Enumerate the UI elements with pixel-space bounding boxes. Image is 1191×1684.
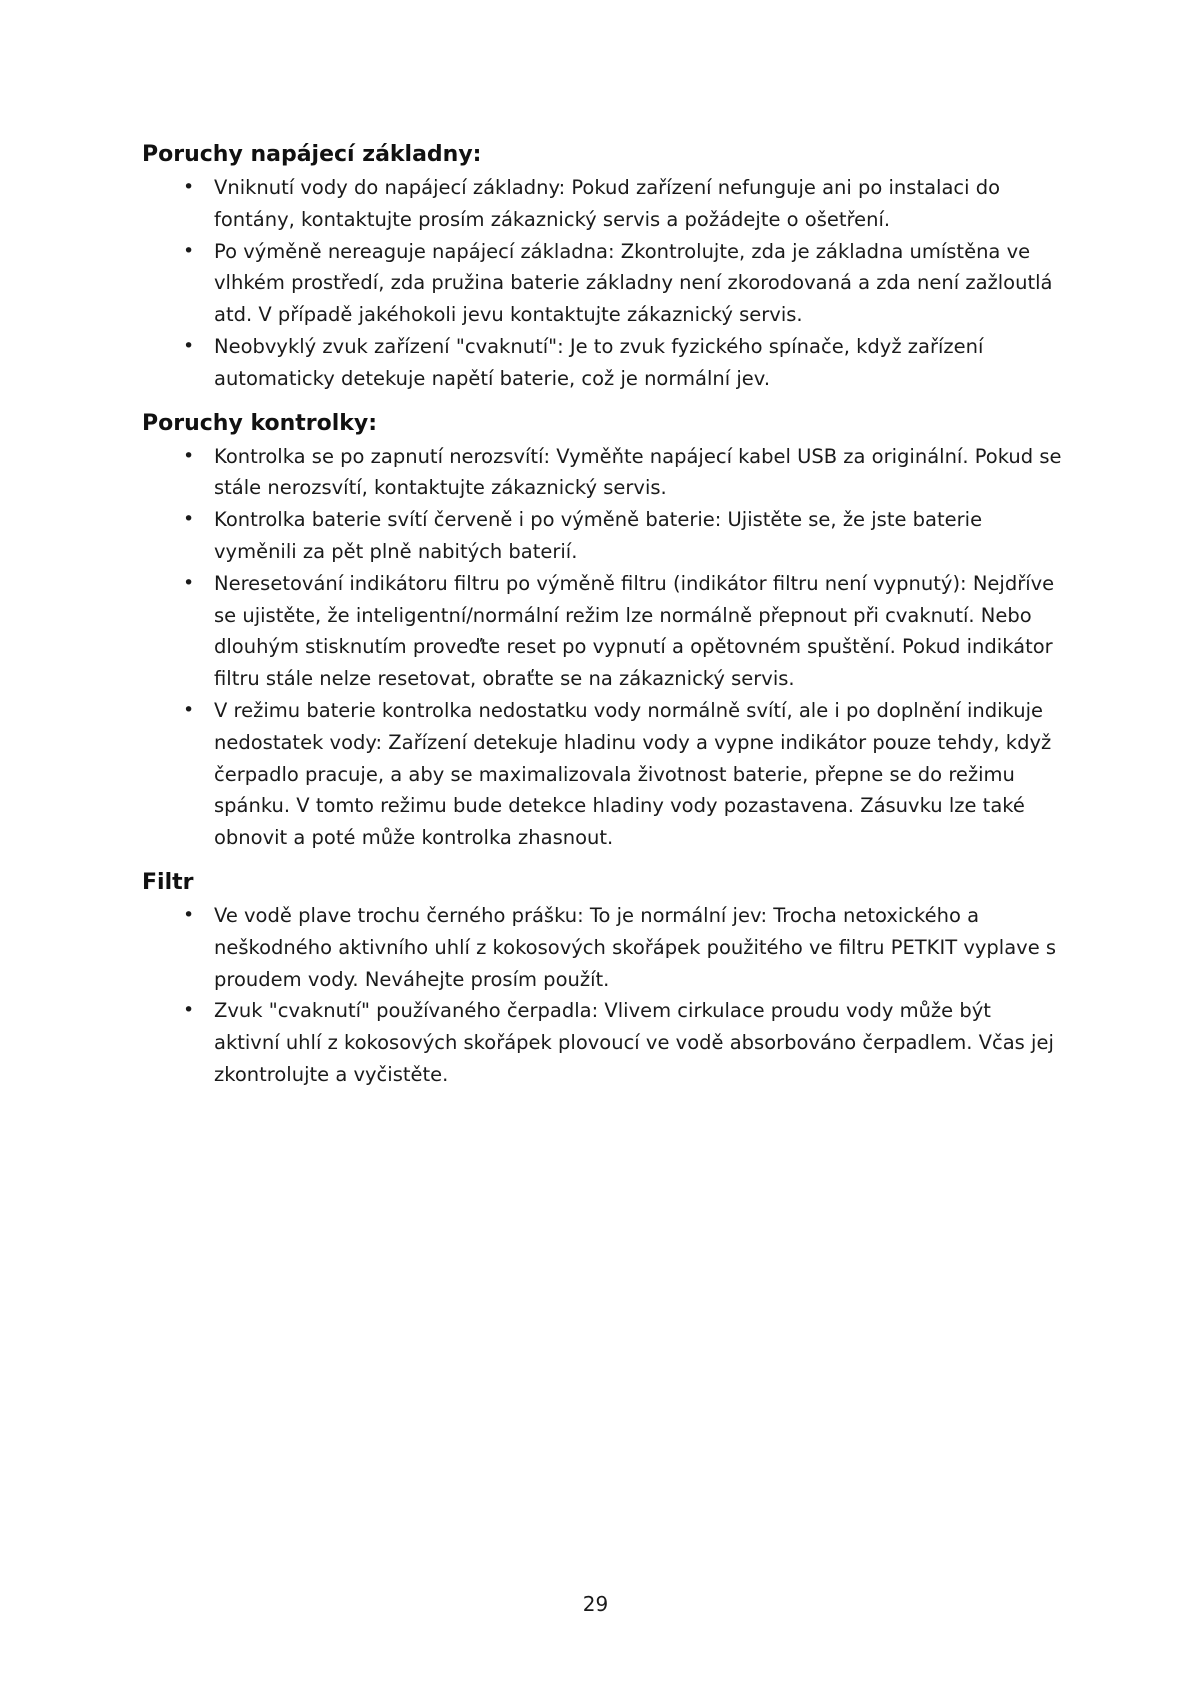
section-heading: Filtr <box>142 869 194 895</box>
list-item <box>142 568 1062 695</box>
bullet-icon: • <box>183 239 195 262</box>
section-filter <box>142 868 1062 1091</box>
section-heading: Poruchy kontrolky: <box>142 410 378 436</box>
bullet-icon: • <box>183 176 195 198</box>
bullet-icon: • <box>183 698 195 721</box>
list-item-text: Neresetování indikátoru filtru po výměně filtru (indikátor filtru není vypnutý): Nejdříve se ujistěte, že inteligentní/normální režim lze normálně přepnout při cvaknutí. Nebo dlouhým stisknutím proveďte reset po vypnutí a opětovném spuštění. Pokud indikátor filtru stále nelze resetovat, obraťte se na zákaznický servis. <box>214 571 1055 691</box>
list-item-text: V režimu baterie kontrolka nedostatku vody normálně svítí, ale i po doplnění indikuje nedostatek vody: Zařízení detekuje hladinu vody a vypne indikátor pouze tehdy, když čerpadlo pracuje, a aby se maximalizovala životnost baterie, přepne se do režimu spánku. V tomto režimu bude detekce hladiny vody pozastavena. Zásuvku lze také obnovit a poté může kontrolka zhasnout. <box>214 698 1052 850</box>
bullet-list <box>142 172 1062 395</box>
list-item <box>142 695 1062 854</box>
list-item <box>142 236 1062 331</box>
list-item <box>142 900 1062 995</box>
list-item-text: Vniknutí vody do napájecí základny: Pokud zařízení nefunguje ani po instalaci do fontány, kontaktujte prosím zákaznický servis a požádejte o ošetření. <box>214 176 1001 231</box>
bullet-icon: • <box>183 999 195 1022</box>
bullet-icon: • <box>183 508 195 531</box>
bullet-list <box>142 900 1062 1091</box>
list-item <box>142 995 1062 1090</box>
list-item-text: Po výměně nereaguje napájecí základna: Zkontrolujte, zda je základna umístěna ve vlhkém prostředí, zda pružina baterie základny není zkorodovaná a zda není zažloutlá atd. V případě jakéhokoli jevu kontaktujte zákaznický servis. <box>214 239 1053 327</box>
bullet-list <box>142 441 1062 854</box>
section-power-base <box>142 140 1062 395</box>
section-heading: Poruchy napájecí základny: <box>142 142 482 167</box>
bullet-icon: • <box>183 571 195 594</box>
list-item <box>142 504 1062 568</box>
list-item-text: Neobvyklý zvuk zařízení "cvaknutí": Je to zvuk fyzického spínače, když zařízení automaticky detekuje napětí baterie, což je normální jev. <box>214 334 984 390</box>
list-item <box>142 172 1062 236</box>
section-indicator <box>142 409 1062 854</box>
list-item-text: Kontrolka baterie svítí červeně i po výměně baterie: Ujistěte se, že jste baterie vyměnili za pět plně nabitých baterií. <box>214 508 983 563</box>
document-body <box>142 140 1062 1091</box>
list-item-text: Ve vodě plave trochu černého prášku: To je normální jev: Trocha netoxického a neškodného aktivního uhlí z kokosových skořápek použitého ve filtru PETKIT vyplave s proudem vody. Neváhejte prosím použít. <box>214 903 1057 991</box>
list-item-text: Zvuk "cvaknutí" používaného čerpadla: Vlivem cirkulace proudu vody může být aktivní uhlí z kokosových skořápek plovoucí ve vodě absorbováno čerpadlem. Včas jej zkontrolujte a vyčistěte. <box>214 999 1054 1086</box>
list-item <box>142 441 1062 505</box>
bullet-icon: • <box>183 334 195 357</box>
list-item-text: Kontrolka se po zapnutí nerozsvítí: Vyměňte napájecí kabel USB za originální. Pokud se stále nerozsvítí, kontaktujte zákaznický servis. <box>214 444 1062 500</box>
page-number: 29 <box>582 1592 609 1616</box>
list-item <box>142 331 1062 395</box>
bullet-icon: • <box>183 444 195 467</box>
bullet-icon: • <box>183 903 195 926</box>
